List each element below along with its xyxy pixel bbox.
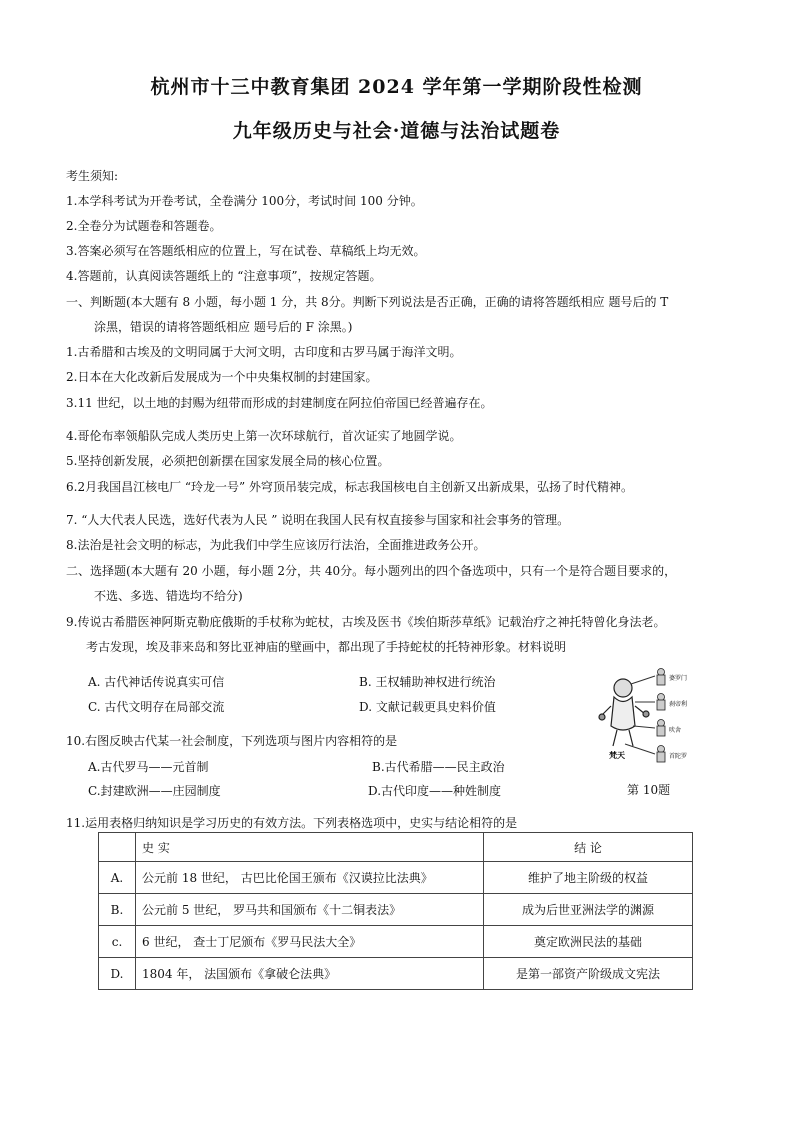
row-fact: 1804 年， 法国颁布《拿破仑法典》 — [136, 958, 484, 990]
row-label: A. — [99, 862, 136, 894]
varna-label: 婆罗门 — [669, 675, 688, 682]
varna-label: 首陀罗 — [669, 753, 688, 760]
brahma-figure-icon — [599, 679, 649, 746]
table-row — [99, 894, 693, 926]
q9-option-b: B. 王权辅助神权进行统治 — [359, 675, 496, 689]
judgement-item: 5.坚持创新发展，必须把创新摆在国家发展全局的核心位置。 — [66, 454, 390, 468]
section2-heading-cont: 不选、多选、错选均不给分) — [94, 589, 243, 603]
judgement-item: 8.法治是社会文明的标志，为此我们中学生应该厉行法治，全面推进政务公开。 — [66, 538, 486, 552]
question-9-stem-cont: 考古发现，埃及菲来岛和努比亚神庙的壁画中，都出现了手持蛇杖的托特神形象。材料说明 — [86, 640, 567, 654]
varna-figures-icon — [657, 669, 665, 763]
row-conclusion: 维护了地主阶级的权益 — [484, 862, 693, 894]
question-11-stem: 11.运用表格归纳知识是学习历史的有效方法。下列表格选项中，史实与结论相符的是 — [66, 816, 518, 830]
table-header-cell — [99, 833, 136, 862]
question-9-stem: 9.传说古希腊医神阿斯克勒庇俄斯的手杖称为蛇杖，古埃及医书《埃伯斯莎草纸》记载治疗之神托特曾化身法老。 — [66, 615, 666, 629]
judgement-item: 4.哥伦布率领船队完成人类历史上第一次环球航行，首次证实了地圆学说。 — [66, 429, 462, 443]
notice-item: 3.答案必须写在答题纸相应的位置上，写在试卷、草稿纸上均无效。 — [66, 244, 426, 258]
q9-option-d: D. 文献记载更具史料价值 — [359, 700, 496, 714]
q10-option-a: A.古代罗马——元首制 — [88, 760, 209, 774]
row-label: D. — [99, 958, 136, 990]
judgement-item: 6.2月我国昌江核电厂 “玲龙一号” 外穹顶吊装完成，标志我国核电自主创新又出新成果，弘扬了时代精神。 — [66, 480, 633, 494]
table-row — [99, 862, 693, 894]
row-conclusion: 成为后世亚洲法学的渊源 — [484, 894, 693, 926]
judgement-item: 3.11 世纪，以土地的封赐为纽带而形成的封建制度在阿拉伯帝国已经普遍存在。 — [66, 396, 493, 410]
question-10-stem: 10.右图反映古代某一社会制度，下列选项与图片内容相符的是 — [66, 734, 398, 748]
q10-option-d: D.古代印度——种姓制度 — [368, 784, 502, 798]
judgement-item: 2.日本在大化改新后发展成为一个中央集权制的封建国家。 — [66, 370, 378, 384]
q10-option-c: C.封建欧洲——庄园制度 — [88, 784, 221, 798]
notice-item: 4.答题前，认真阅读答题纸上的 “注意事项”，按规定答题。 — [66, 269, 382, 283]
section1-heading-cont: 涂黑，错误的请将答题纸相应 题号后的 F 涂黑。) — [94, 320, 353, 334]
q9-option-c: C. 古代文明存在局部交流 — [88, 700, 225, 714]
exam-title: 杭州市十三中教育集团 2024 学年第一学期阶段性检测 — [150, 76, 643, 98]
varna-label: 刹帝利 — [669, 701, 688, 708]
notice-heading: 考生须知: — [66, 169, 119, 183]
section1-heading: 一、判断题(本大题有 8 小题，每小题 1 分，共 8分。判断下列说法是否正确，正确的请将答题纸相应 题号后的 T — [66, 295, 669, 309]
row-label: B. — [99, 894, 136, 926]
table-row — [99, 958, 693, 990]
table-header-cell: 史 实 — [136, 833, 484, 862]
judgement-item: 1.古希腊和古埃及的文明同属于大河文明，古印度和古罗马属于海洋文明。 — [66, 345, 462, 359]
row-fact: 公元前 18 世纪， 古巴比伦国王颁布《汉谟拉比法典》 — [136, 862, 484, 894]
caste-system-figure — [597, 666, 707, 774]
section2-heading: 二、选择题(本大题有 20 小题，每小题 2分，共 40分。每小题列出的四个备选项中，只有一个是符合题目要求的， — [66, 564, 677, 578]
figure-caption: 第 10题 — [627, 783, 671, 797]
exam-subtitle: 九年级历史与社会·道德与法治试题卷 — [232, 120, 561, 142]
history-facts-table — [98, 832, 693, 990]
q9-option-a: A. 古代神话传说真实可信 — [88, 675, 225, 689]
notice-item: 1.本学科考试为开卷考试，全卷满分 100分，考试时间 100 分钟。 — [66, 194, 423, 208]
row-conclusion: 是第一部资产阶级成文宪法 — [484, 958, 693, 990]
notice-item: 2.全卷分为试题卷和答题卷。 — [66, 219, 222, 233]
judgement-item: 7. “人大代表人民选，选好代表为人民 ” 说明在我国人民有权直接参与国家和社会事务的管理。 — [66, 513, 570, 527]
row-fact: 6 世纪， 查士丁尼颁布《罗马民法大全》 — [136, 926, 484, 958]
q10-option-b: B.古代希腊——民主政治 — [372, 760, 505, 774]
table-header-cell: 结 论 — [484, 833, 693, 862]
table-header-row — [99, 833, 693, 862]
varna-label: 吠舍 — [669, 727, 682, 734]
row-label: c. — [99, 926, 136, 958]
row-fact: 公元前 5 世纪， 罗马共和国颁布《十二铜表法》 — [136, 894, 484, 926]
table-row — [99, 926, 693, 958]
brahma-label: 梵天 — [609, 751, 625, 760]
row-conclusion: 奠定欧洲民法的基础 — [484, 926, 693, 958]
